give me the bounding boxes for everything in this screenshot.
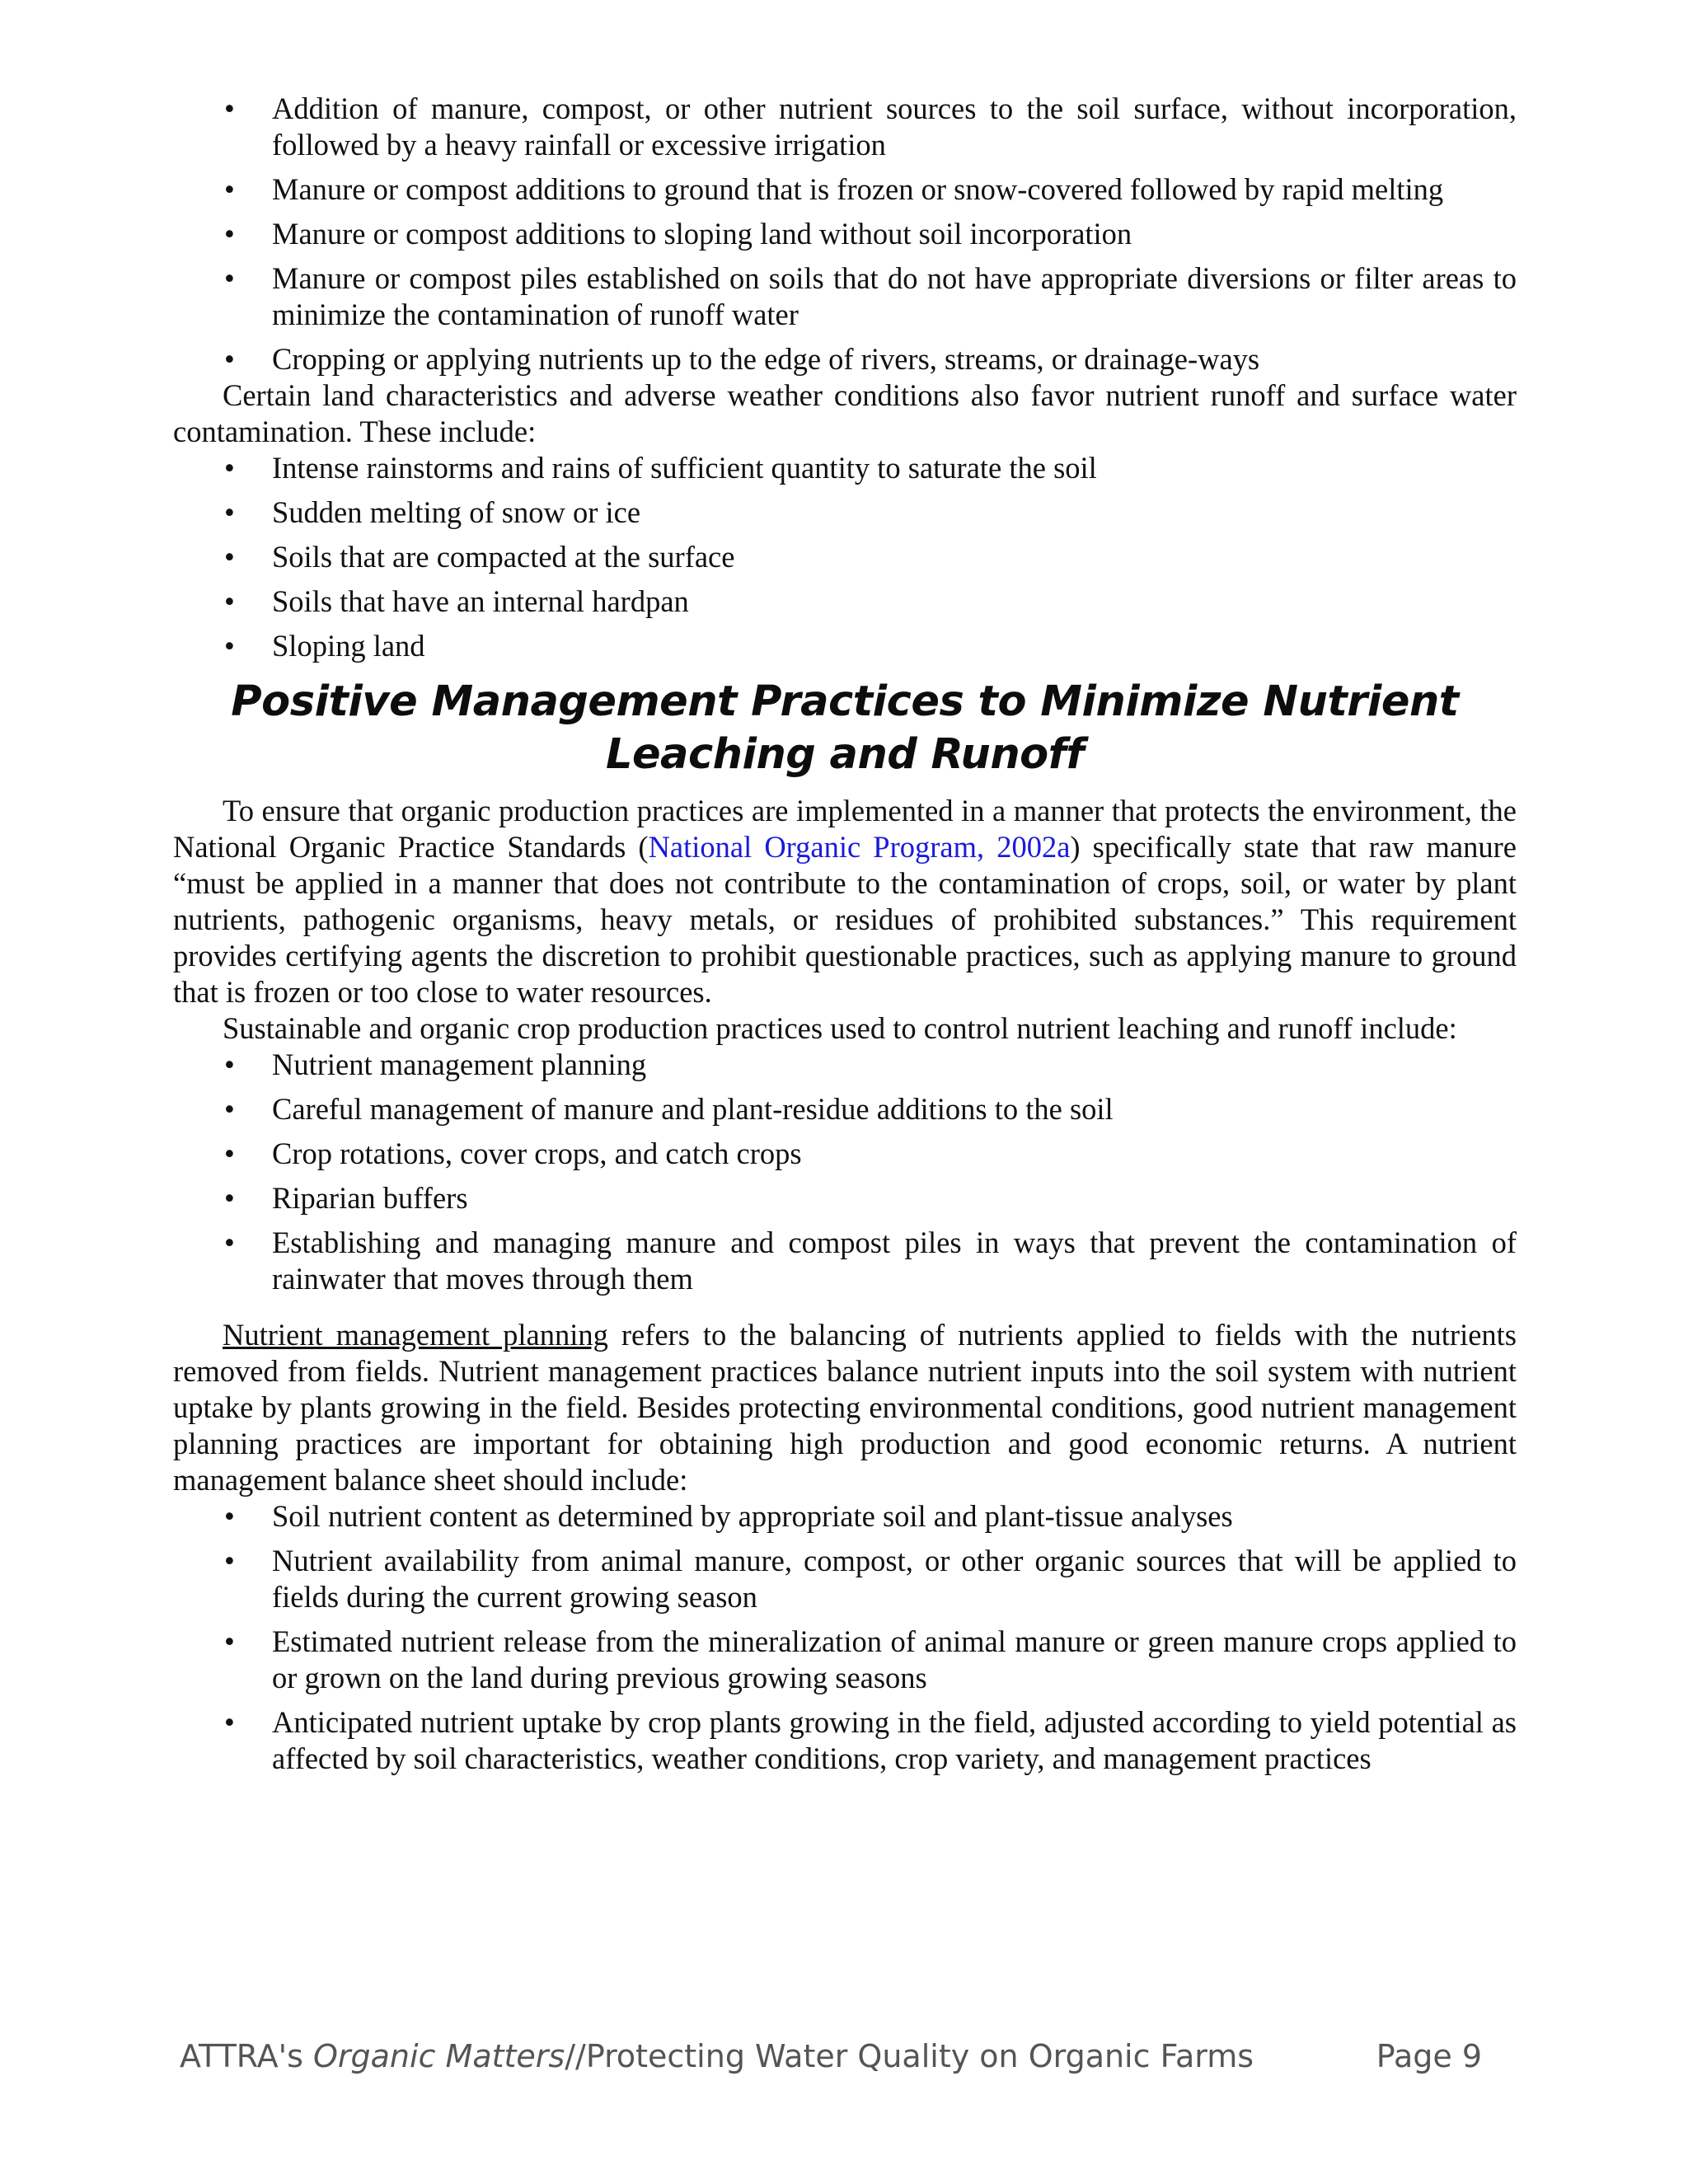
bullet-icon: • (224, 1137, 235, 1170)
nutrient-planning-paragraph: Nutrient management planning refers to the balancing of nutrients applied to fields with the nutrients removed from fields. Nutrient management practices balance nutrient inputs into the soil system with nutrient uptake by plants growing in the field. Besides protecting environmental conditions, good nutrient management planning practices are important for obtaining high production and good economic returns. A nutrient management balance sheet should include: (173, 1318, 1517, 1497)
list-item: • Estimated nutrient release from the mineralization of animal manure or green manure crops applied to or grown on the land during previous growing seasons (224, 1624, 1517, 1694)
bullet-icon: • (224, 261, 235, 295)
bullet-icon: • (224, 584, 235, 618)
balance-sheet-list (173, 1498, 1517, 1777)
bullet-icon: • (224, 1544, 235, 1577)
list-item: • Cropping or applying nutrients up to the edge of rivers, streams, or drainage-ways (224, 342, 1260, 376)
bullet-icon: • (224, 1705, 235, 1739)
list-item: • Soil nutrient content as determined by appropriate soil and plant-tissue analyses (224, 1499, 1233, 1533)
list-item: • Nutrient management planning (224, 1047, 647, 1081)
bullet-icon: • (224, 91, 235, 125)
bullet-icon: • (224, 1624, 235, 1658)
list-item: • Manure or compost piles established on soils that do not have appropriate diversions or filter areas to minimize the contamination of runoff water (224, 261, 1517, 331)
runoff-causes-list (173, 91, 1517, 377)
citation-link[interactable]: National Organic Program, 2002a (648, 830, 1071, 864)
bullet-icon: • (224, 451, 235, 485)
land-characteristics-paragraph: Certain land characteristics and adverse weather conditions also favor nutrient runoff and surface water contamination. These include: (173, 378, 1517, 448)
bullet-icon: • (224, 217, 235, 251)
list-item: • Intense rainstorms and rains of sufficient quantity to saturate the soil (224, 451, 1097, 485)
bullet-icon: • (224, 495, 235, 529)
list-item: • Riparian buffers (224, 1181, 468, 1215)
bullet-icon: • (224, 172, 235, 206)
page-number: Page 9 (1376, 2038, 1482, 2074)
list-item: • Nutrient availability from animal manure, compost, or other organic sources that will be applied to fields during the current growing season (224, 1544, 1517, 1614)
bullet-icon: • (224, 1499, 235, 1533)
list-item: • Careful management of manure and plant-residue additions to the soil (224, 1092, 1114, 1126)
list-item: • Sloping land (224, 629, 425, 663)
nutrient-planning-term: Nutrient management planning (223, 1318, 608, 1352)
list-item: • Crop rotations, cover crops, and catch crops (224, 1137, 802, 1170)
list-item: • Addition of manure, compost, or other nutrient sources to the soil surface, without incorporation, followed by a heavy rainfall or excessive irrigation (224, 91, 1517, 162)
bullet-icon: • (224, 540, 235, 574)
land-characteristics-list (173, 450, 1517, 664)
section-heading: Positive Management Practices to Minimize Nutrient Leaching and Runoff (231, 677, 1459, 779)
list-item: • Anticipated nutrient uptake by crop plants growing in the field, adjusted according to yield potential as affected by soil characteristics, weather conditions, crop variety, and management practices (224, 1705, 1517, 1775)
list-item: • Establishing and managing manure and compost piles in ways that prevent the contamination of rainwater that moves through them (224, 1226, 1517, 1296)
sustainable-practices-paragraph: Sustainable and organic crop production practices used to control nutrient leaching and runoff include: (223, 1011, 1457, 1045)
list-item: • Soils that have an internal hardpan (224, 584, 689, 618)
standards-paragraph: To ensure that organic production practices are implemented in a manner that protects the environment, the National Organic Practice Standards (National Organic Program, 2002a) specifically state that raw manure “must be applied in a manner that does not contribute to the contamination of crops, soil, or water by plant nutrients, pathogenic organisms, heavy metals, or residues of prohibited substances.” This requirement provides certifying agents the discretion to prohibit questionable practices, such as applying manure to ground that is frozen or too close to water resources. (173, 794, 1517, 1009)
bullet-icon: • (224, 342, 235, 376)
bullet-icon: • (224, 1181, 235, 1215)
list-item: • Manure or compost additions to sloping land without soil incorporation (224, 217, 1132, 251)
bullet-icon: • (224, 1092, 235, 1126)
footer-title: ATTRA's Organic Matters//Protecting Water Quality on Organic Farms (180, 2038, 1254, 2074)
list-item: • Manure or compost additions to ground that is frozen or snow-covered followed by rapid melting (224, 172, 1444, 206)
list-item: • Sudden melting of snow or ice (224, 495, 641, 529)
document-page (173, 91, 1517, 1777)
practices-list (173, 1047, 1517, 1297)
bullet-icon: • (224, 1226, 235, 1259)
bullet-icon: • (224, 1047, 235, 1081)
bullet-icon: • (224, 629, 235, 663)
list-item: • Soils that are compacted at the surface (224, 540, 735, 574)
